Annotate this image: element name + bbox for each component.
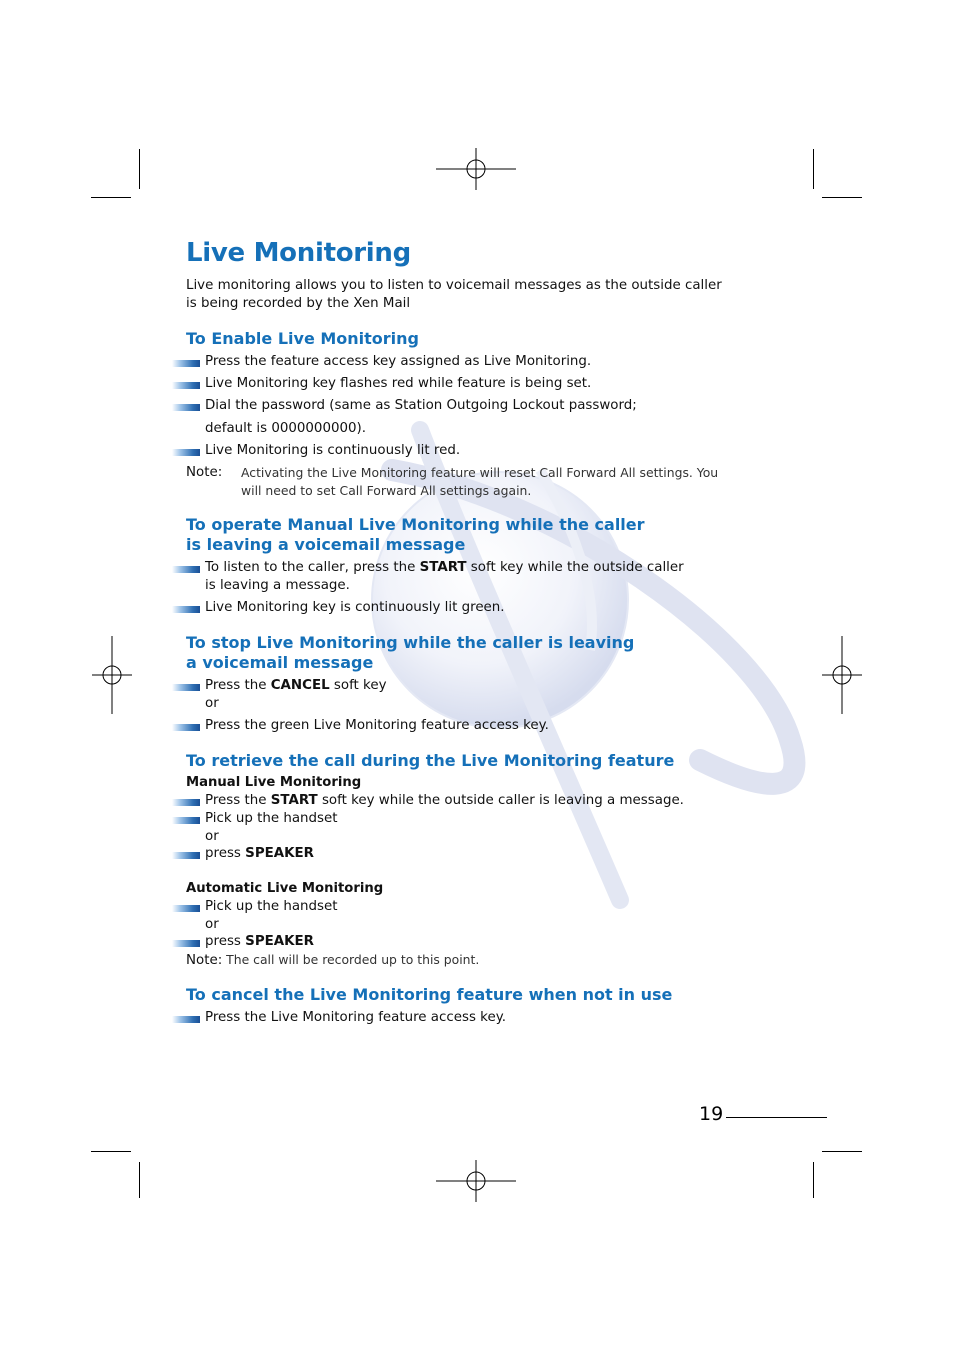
registration-mark-bottom <box>436 1160 516 1202</box>
section-heading-stop-line-1: To stop Live Monitoring while the caller is leaving <box>186 633 635 652</box>
bullet-icon <box>172 905 200 912</box>
speaker-key-label: SPEAKER <box>245 934 314 949</box>
enable-note-line-1: Activating the Live Monitoring feature will reset Call Forward All settings. You <box>241 465 719 480</box>
stop-step-1: Press the CANCEL soft key <box>205 678 387 693</box>
crop-mark <box>813 149 814 189</box>
bullet-icon <box>172 404 200 411</box>
retrieve-manual-step-3: press SPEAKER <box>205 846 314 861</box>
speaker-key-label: SPEAKER <box>245 846 314 861</box>
bullet-icon <box>172 449 200 456</box>
bullet-icon <box>172 852 200 859</box>
or-text: or <box>205 917 219 932</box>
retrieve-manual-step-2: Pick up the handset <box>205 811 338 826</box>
registration-mark-left <box>92 636 132 714</box>
section-heading-retrieve: To retrieve the call during the Live Monitoring feature <box>186 751 675 770</box>
cancel-step-1: Press the Live Monitoring feature access key. <box>205 1010 506 1025</box>
crop-mark <box>139 1162 140 1198</box>
retrieve-auto-step-2: press SPEAKER <box>205 934 314 949</box>
start-key-label: START <box>419 560 467 575</box>
enable-step-3-line-1: Dial the password (same as Station Outgoing Lockout password; <box>205 398 637 413</box>
bullet-icon <box>172 382 200 389</box>
bullet-icon <box>172 606 200 613</box>
stop-step-2: Press the green Live Monitoring feature access key. <box>205 718 549 733</box>
page-number: 19 <box>699 1103 724 1125</box>
or-text: or <box>205 696 219 711</box>
enable-step-4: Live Monitoring is continuously lit red. <box>205 443 461 458</box>
bullet-icon <box>172 1016 200 1023</box>
registration-mark-top <box>436 148 516 190</box>
subheading-manual: Manual Live Monitoring <box>186 775 362 790</box>
retrieve-auto-step-1: Pick up the handset <box>205 899 338 914</box>
enable-note-line-2: will need to set Call Forward All settings again. <box>241 483 532 498</box>
section-heading-enable: To Enable Live Monitoring <box>186 329 420 348</box>
enable-step-1: Press the feature access key assigned as Live Monitoring. <box>205 354 592 369</box>
crop-mark <box>822 197 862 198</box>
bullet-icon <box>172 799 200 806</box>
note-label: Note: <box>186 465 223 480</box>
bullet-icon <box>172 566 200 573</box>
start-key-label: START <box>270 793 318 808</box>
crop-mark <box>813 1162 814 1198</box>
manual-step-1-line-2: is leaving a message. <box>205 578 350 593</box>
enable-step-3-line-2: default is 0000000000). <box>205 421 367 436</box>
or-text: or <box>205 829 219 844</box>
manual-step-1: To listen to the caller, press the START soft key while the outside caller <box>205 560 684 575</box>
registration-mark-right <box>822 636 862 714</box>
crop-mark <box>822 1151 862 1152</box>
retrieve-manual-step-1: Press the START soft key while the outside caller is leaving a message. <box>205 793 684 808</box>
section-heading-manual-line-2: is leaving a voicemail message <box>186 535 466 554</box>
intro-line-2: is being recorded by the Xen Mail <box>186 296 411 311</box>
manual-step-2: Live Monitoring key is continuously lit green. <box>205 600 505 615</box>
bullet-icon <box>172 724 200 731</box>
crop-mark <box>91 197 131 198</box>
retrieve-note: Note: The call will be recorded up to this point. <box>186 952 480 968</box>
enable-step-2: Live Monitoring key flashes red while feature is being set. <box>205 376 592 391</box>
page-title: Live Monitoring <box>186 238 411 268</box>
cancel-key-label: CANCEL <box>270 678 330 693</box>
section-heading-manual-line-1: To operate Manual Live Monitoring while the caller <box>186 515 645 534</box>
crop-mark <box>139 149 140 189</box>
bullet-icon <box>172 360 200 367</box>
bullet-icon <box>172 817 200 824</box>
bullet-icon <box>172 940 200 947</box>
section-heading-stop-line-2: a voicemail message <box>186 653 374 672</box>
page-number-rule <box>726 1117 827 1118</box>
section-heading-cancel: To cancel the Live Monitoring feature when not in use <box>186 985 673 1004</box>
subheading-automatic: Automatic Live Monitoring <box>186 881 384 896</box>
crop-mark <box>91 1151 131 1152</box>
bullet-icon <box>172 684 200 691</box>
intro-line-1: Live monitoring allows you to listen to voicemail messages as the outside caller <box>186 278 722 293</box>
